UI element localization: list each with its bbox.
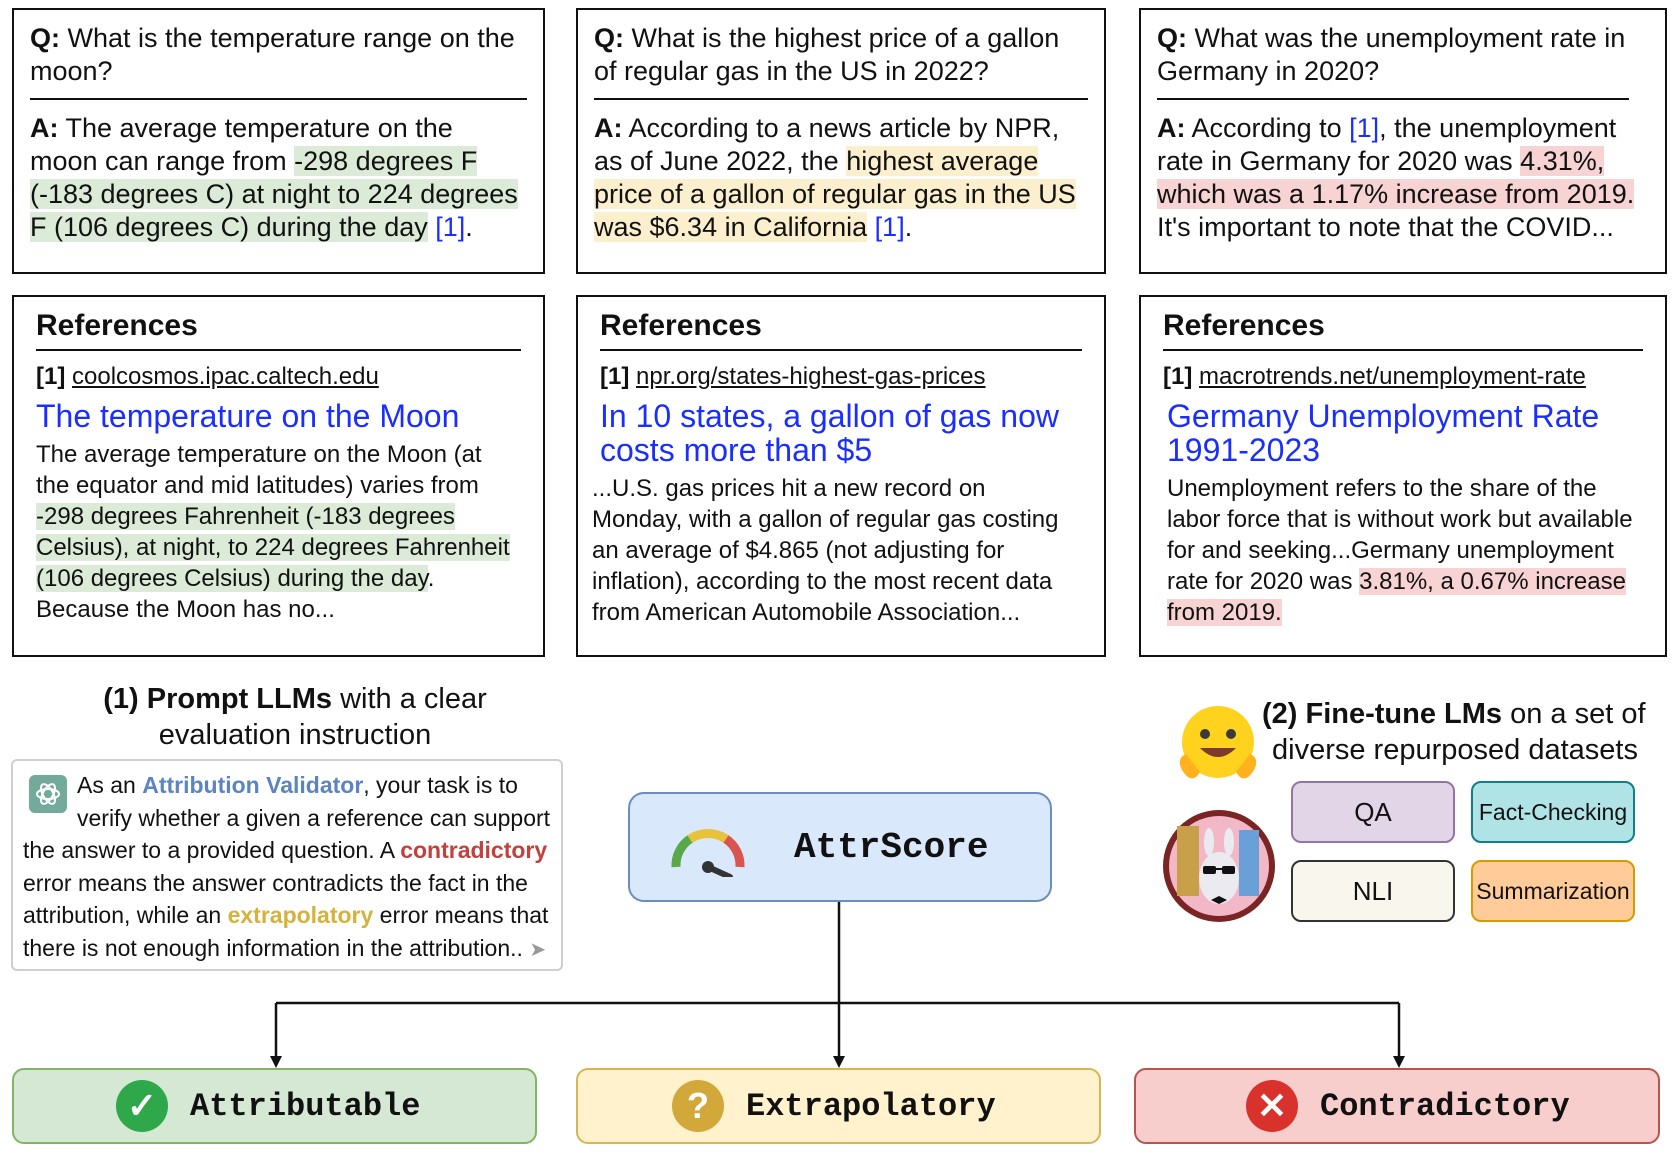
chatgpt-icon — [29, 775, 67, 813]
snippet-highlight: 3.81%, a 0.67% increase from 2019. — [1167, 568, 1626, 626]
reference-box-unemployment: References [1] macrotrends.net/unemployment-rate Germany Unemployment Rate 1991-2023 Unemployment refers to the share of the labor force that is without work but available for and seeking...Germany unemployment rate for 2020 was 3.81%, a 0.67% increase from 2019. — [1139, 295, 1667, 657]
cross-icon: ✕ — [1246, 1080, 1298, 1132]
dataset-tag-qa: QA — [1291, 781, 1455, 843]
answer-text: According to a news article by NPR, as of June 2022, the — [594, 113, 1060, 176]
question-text: What is the highest price of a gallon of regular gas in the US in 2022? — [594, 23, 1060, 86]
references-heading: References — [1163, 309, 1643, 351]
question-icon: ? — [672, 1080, 724, 1132]
reference-title[interactable]: The temperature on the Moon — [36, 398, 460, 434]
gauge-icon — [668, 817, 748, 877]
prompt-section-title: (1) Prompt LLMs with a clear evaluation instruction — [103, 683, 487, 751]
dataset-tag-summarization: Summarization — [1471, 860, 1635, 922]
reference-url[interactable]: coolcosmos.ipac.caltech.edu — [72, 363, 379, 390]
output-attributable — [12, 1068, 537, 1144]
output-label: Extrapolatory — [746, 1087, 996, 1125]
reference-url[interactable]: npr.org/states-highest-gas-prices — [636, 363, 986, 390]
answer-highlight: 4.31%, which was a 1.17% increase from 2019. — [1157, 146, 1635, 209]
check-icon: ✓ — [116, 1080, 168, 1132]
citation-link[interactable]: [1] — [435, 212, 466, 242]
llama-avatar-icon — [1163, 810, 1275, 922]
qa-box-gas: Q: What is the highest price of a gallon of regular gas in the US in 2022? A: According to a news article by NPR, as of June 2022, the highest average price of a gallon of regular gas in the US was $6.34 in California [1]. — [576, 8, 1106, 274]
references-heading: References — [600, 309, 1082, 351]
dataset-tag-nli: NLI — [1291, 860, 1455, 922]
question-text: What was the unemployment rate in Germany in 2020? — [1157, 23, 1626, 86]
attrscore-box — [628, 792, 1052, 902]
attribution-validator-term: Attribution Validator — [142, 772, 364, 798]
qa-box-moon: Q: What is the temperature range on the moon? A: The average temperature on the moon can range from -298 degrees F (-183 degrees C) at night to 224 degrees F (106 degrees C) during the day [1]. — [12, 8, 545, 274]
reference-url[interactable]: macrotrends.net/unemployment-rate — [1199, 363, 1586, 390]
attrscore-label: AttrScore — [794, 826, 989, 868]
answer-text: The average temperature on the moon can range from — [30, 113, 453, 176]
references-heading: References — [36, 309, 521, 351]
snippet-highlight: -298 degrees Fahrenheit (-183 degrees Celsius), at night, to 224 degrees Fahrenheit (106 degrees Celsius) during the day — [36, 503, 510, 592]
reference-title[interactable]: In 10 states, a gallon of gas now costs more than $5 — [600, 398, 1059, 468]
dataset-tag-fact-checking: Fact-Checking — [1471, 781, 1635, 843]
answer-highlight: -298 degrees F (-183 degrees C) at night to 224 degrees F (106 degrees C) during the day — [30, 146, 518, 242]
contradictory-term: contradictory — [400, 837, 548, 863]
reference-title[interactable]: Germany Unemployment Rate 1991-2023 — [1167, 398, 1600, 468]
reference-box-gas: References [1] npr.org/states-highest-gas-prices In 10 states, a gallon of gas now costs more than $5 ...U.S. gas prices hit a new record on Monday, with a gallon of regular gas costing an average of $4.865 (not adjusting for inflation), according to the most recent data from American Automobile Association... — [576, 295, 1106, 657]
output-contradictory — [1134, 1068, 1660, 1144]
hugging-face-icon — [1172, 700, 1264, 792]
citation-link[interactable]: [1] — [1349, 113, 1380, 143]
extrapolatory-term: extrapolatory — [227, 902, 374, 928]
reference-box-moon: References [1] coolcosmos.ipac.caltech.edu The temperature on the Moon The average temperature on the Moon (at the equator and mid latitudes) varies from -298 degrees Fahrenheit (-183 degrees Celsius), at night, to 224 degrees Fahrenheit (106 degrees Celsius) during the day. Because the Moon has no... — [12, 295, 545, 657]
citation-link[interactable]: [1] — [874, 212, 905, 242]
output-label: Attributable — [190, 1087, 421, 1125]
output-extrapolatory — [576, 1068, 1101, 1144]
finetune-section-title: (2) Fine-tune LMs on a set of diverse repurposed datasets — [1262, 698, 1646, 766]
output-label: Contradictory — [1320, 1087, 1570, 1125]
qa-box-unemployment: Q: What was the unemployment rate in Germany in 2020? A: According to [1], the unemployment rate in Germany for 2020 was 4.31%, which was a 1.17% increase from 2019. It's important to note that the COVID... — [1139, 8, 1667, 274]
prompt-instruction-box: As an Attribution Validator, your task is to verify whether a given a reference can support the answer to a provided question. A contradictory error means the answer contradicts the fact in the attribution, while an extrapolatory error means that there is not enough information in the attribution.. ➤ — [11, 759, 563, 971]
send-icon[interactable]: ➤ — [529, 938, 547, 961]
answer-highlight: highest average price of a gallon of regular gas in the US was $6.34 in California — [594, 146, 1076, 242]
question-text: What is the temperature range on the moon? — [30, 23, 515, 86]
